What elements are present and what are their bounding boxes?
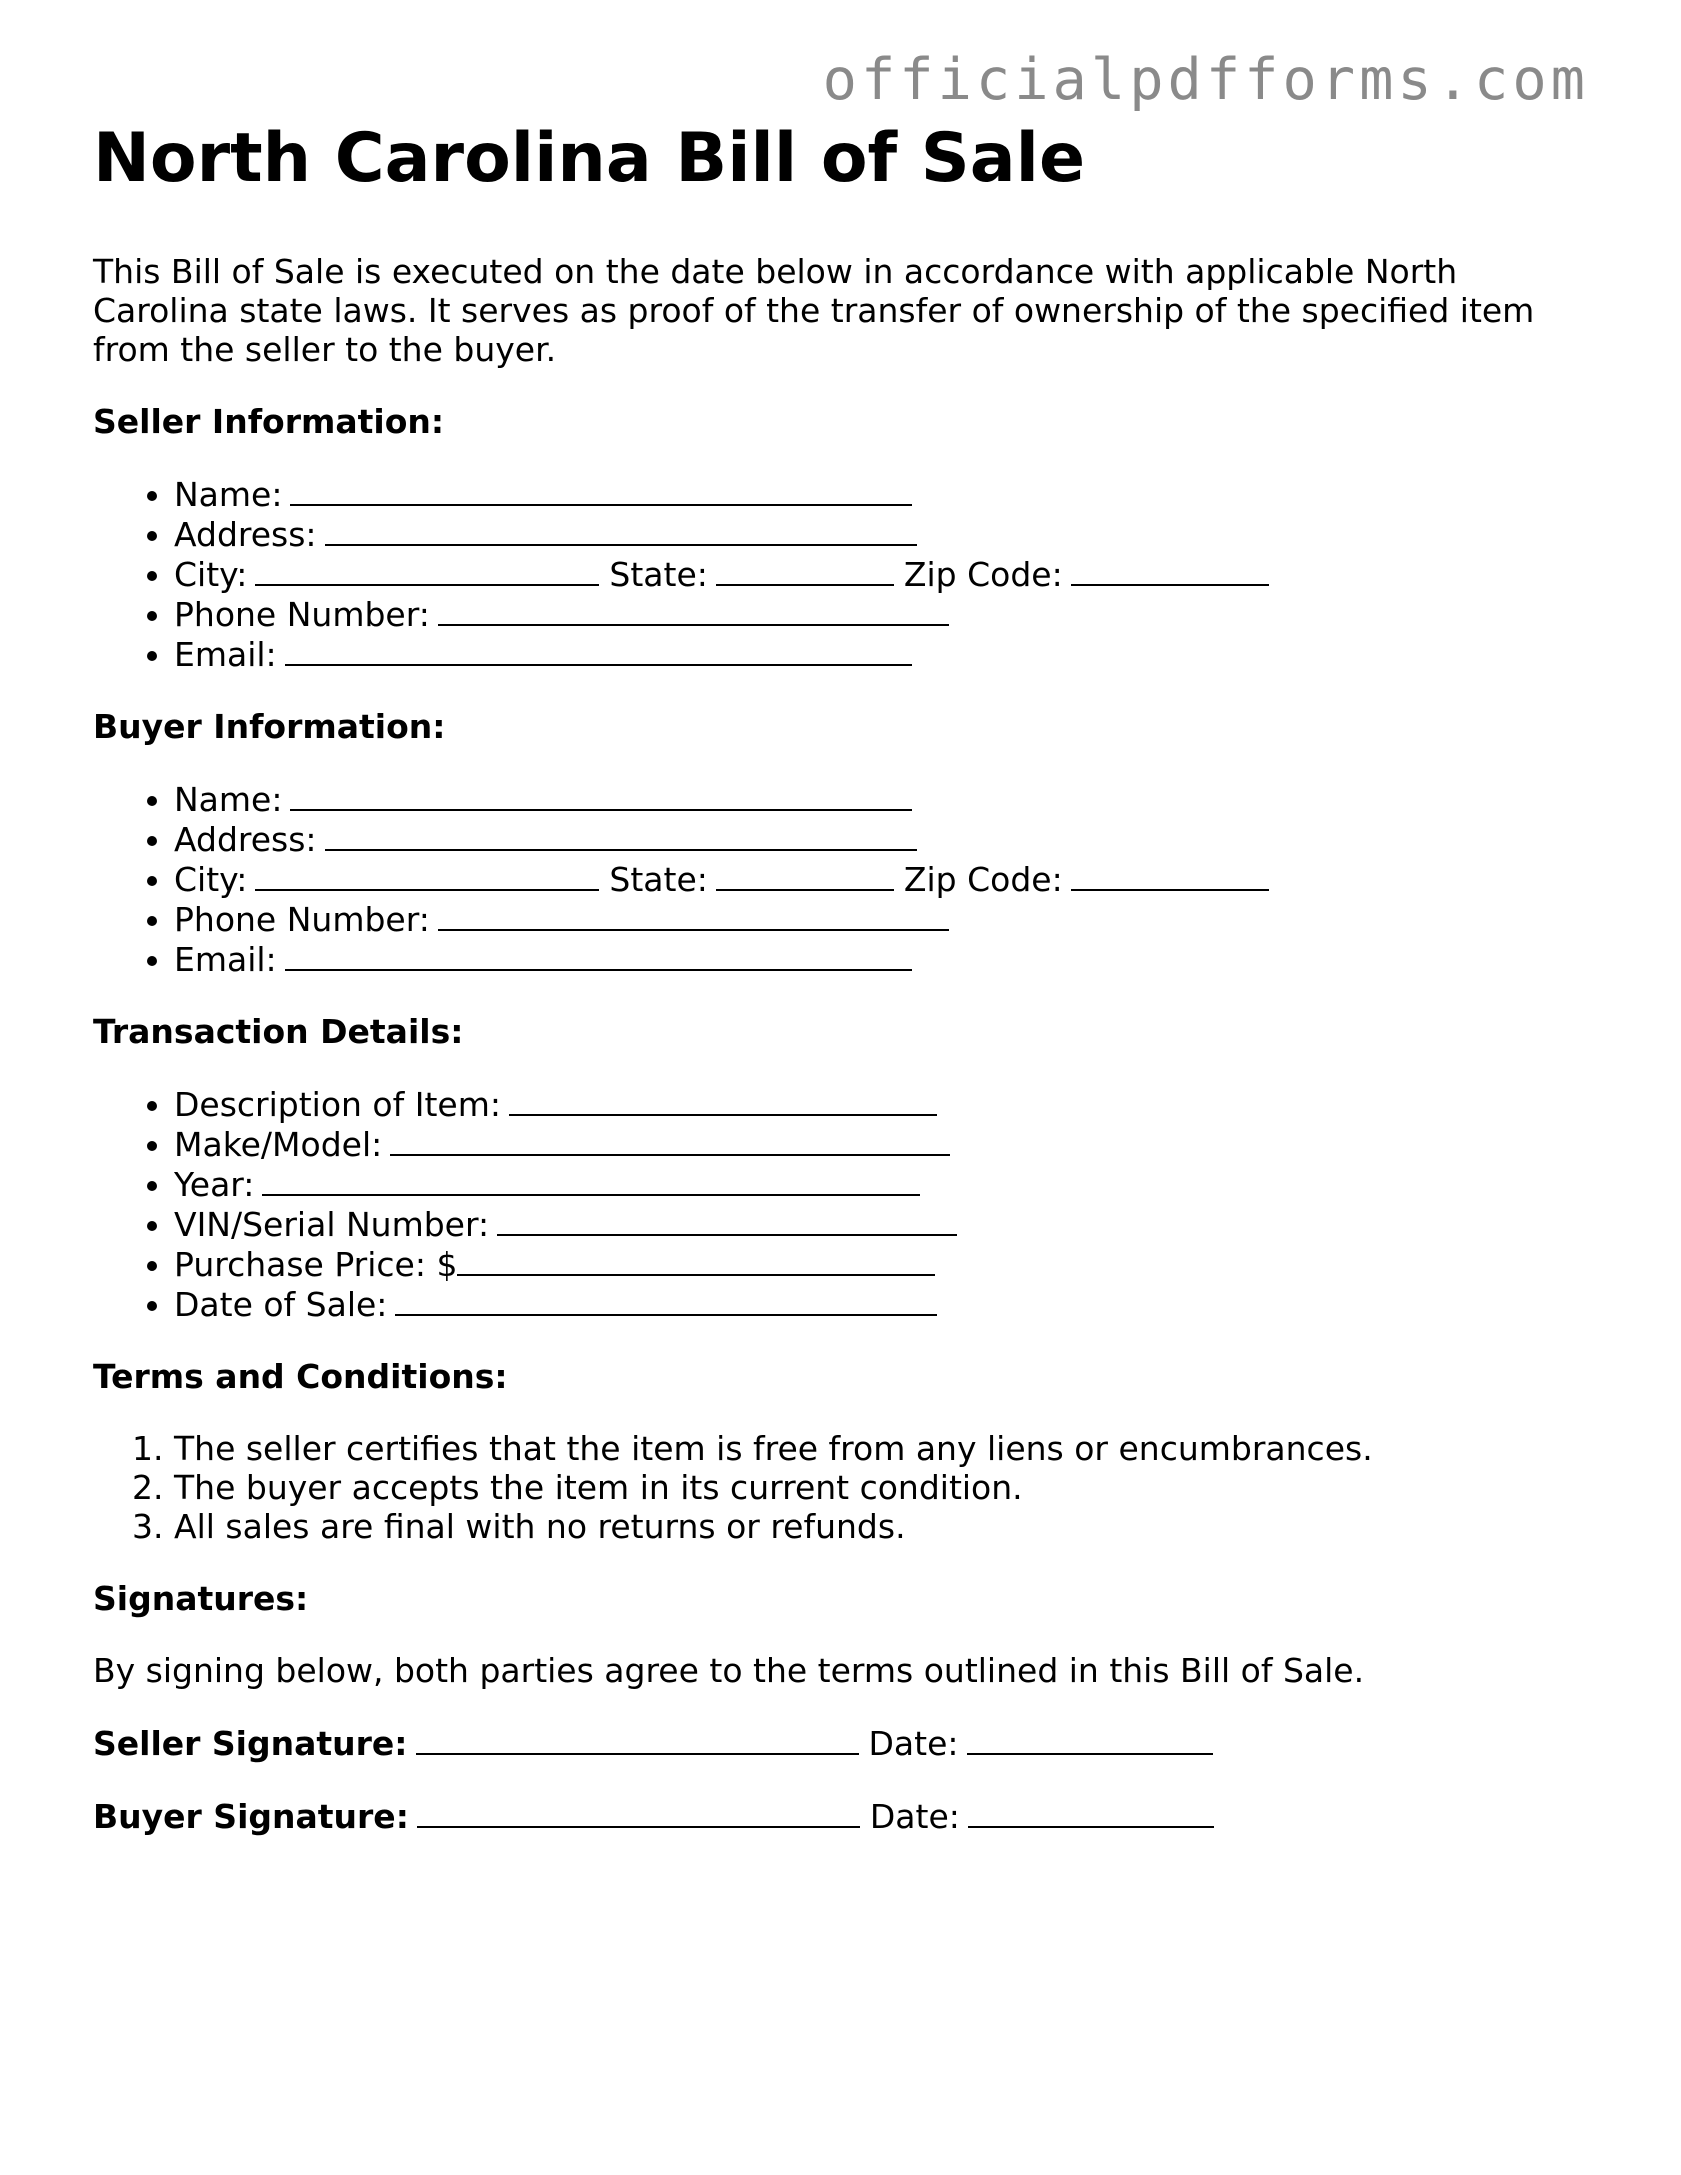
buyer-name-field[interactable]	[290, 779, 912, 811]
buyer-city-label: City:	[174, 860, 248, 899]
transaction-info-list	[93, 1084, 1593, 1324]
vin-field[interactable]	[497, 1204, 957, 1236]
seller-state-field[interactable]	[716, 554, 894, 586]
document-page	[93, 118, 1593, 1836]
seller-email-label: Email:	[174, 635, 277, 674]
seller-signature-date-field[interactable]	[967, 1723, 1213, 1755]
buyer-section-heading: Buyer Information:	[93, 707, 446, 746]
seller-city-row	[174, 554, 1593, 594]
date-of-sale-row	[174, 1284, 1593, 1324]
buyer-address-label: Address:	[174, 820, 317, 859]
make-model-field[interactable]	[390, 1124, 950, 1156]
buyer-name-row	[174, 779, 1593, 819]
buyer-signature-label: Buyer Signature:	[93, 1797, 409, 1836]
year-row	[174, 1164, 1593, 1204]
buyer-signature-date-label: Date:	[869, 1797, 960, 1836]
watermark: officialpdfforms.com	[822, 47, 1589, 113]
page-title: North Carolina Bill of Sale	[93, 119, 1086, 198]
seller-section-heading: Seller Information:	[93, 402, 445, 441]
make-model-row	[174, 1124, 1593, 1164]
terms-item: 3. All sales are final with no returns or refunds.	[174, 1507, 1593, 1546]
buyer-phone-field[interactable]	[438, 899, 949, 931]
buyer-address-row	[174, 819, 1593, 859]
date-of-sale-field[interactable]	[395, 1284, 937, 1316]
seller-zip-field[interactable]	[1071, 554, 1269, 586]
buyer-phone-label: Phone Number:	[174, 900, 430, 939]
seller-name-label: Name:	[174, 475, 283, 514]
buyer-name-label: Name:	[174, 780, 283, 819]
buyer-city-row	[174, 859, 1593, 899]
seller-signature-row	[93, 1723, 1593, 1763]
seller-phone-field[interactable]	[438, 594, 949, 626]
vin-row	[174, 1204, 1593, 1244]
seller-address-field[interactable]	[325, 514, 917, 546]
year-label: Year:	[174, 1165, 255, 1204]
seller-zip-label: Zip Code:	[903, 555, 1063, 594]
buyer-zip-field[interactable]	[1071, 859, 1269, 891]
intro-paragraph: This Bill of Sale is executed on the date below in accordance with applicable North Carolina state laws. It serves as proof of the transfer of ownership of the specified item from the seller to the buyer.	[93, 252, 1535, 369]
seller-email-field[interactable]	[285, 634, 912, 666]
buyer-phone-row	[174, 899, 1593, 939]
seller-info-list	[93, 474, 1593, 674]
terms-item: 1. The seller certifies that the item is free from any liens or encumbrances.	[174, 1429, 1593, 1468]
purchase-price-label: Purchase Price: $	[174, 1245, 458, 1284]
buyer-address-field[interactable]	[325, 819, 917, 851]
signature-statement: By signing below, both parties agree to the terms outlined in this Bill of Sale.	[93, 1651, 1365, 1690]
buyer-signature-date-field[interactable]	[968, 1796, 1214, 1828]
buyer-zip-label: Zip Code:	[903, 860, 1063, 899]
seller-phone-label: Phone Number:	[174, 595, 430, 634]
buyer-email-row	[174, 939, 1593, 979]
date-of-sale-label: Date of Sale:	[174, 1285, 388, 1324]
terms-section-heading: Terms and Conditions:	[93, 1357, 508, 1396]
buyer-signature-field[interactable]	[417, 1796, 860, 1828]
purchase-price-field[interactable]	[457, 1244, 935, 1276]
seller-address-row	[174, 514, 1593, 554]
transaction-section-heading: Transaction Details:	[93, 1012, 464, 1051]
buyer-state-field[interactable]	[716, 859, 894, 891]
vin-label: VIN/Serial Number:	[174, 1205, 490, 1244]
purchase-price-row	[174, 1244, 1593, 1284]
seller-address-label: Address:	[174, 515, 317, 554]
buyer-state-label: State:	[609, 860, 708, 899]
make-model-label: Make/Model:	[174, 1125, 383, 1164]
seller-signature-label: Seller Signature:	[93, 1724, 408, 1763]
seller-signature-date-label: Date:	[868, 1724, 959, 1763]
seller-phone-row	[174, 594, 1593, 634]
terms-list	[93, 1429, 1593, 1546]
seller-state-label: State:	[609, 555, 708, 594]
year-field[interactable]	[262, 1164, 920, 1196]
buyer-email-field[interactable]	[285, 939, 912, 971]
seller-signature-field[interactable]	[416, 1723, 859, 1755]
buyer-email-label: Email:	[174, 940, 277, 979]
seller-name-field[interactable]	[290, 474, 912, 506]
item-description-row	[174, 1084, 1593, 1124]
buyer-signature-row	[93, 1796, 1593, 1836]
item-description-label: Description of Item:	[174, 1085, 501, 1124]
buyer-city-field[interactable]	[255, 859, 599, 891]
seller-name-row	[174, 474, 1593, 514]
seller-email-row	[174, 634, 1593, 674]
terms-item: 2. The buyer accepts the item in its current condition.	[174, 1468, 1593, 1507]
item-description-field[interactable]	[509, 1084, 937, 1116]
buyer-info-list	[93, 779, 1593, 979]
seller-city-label: City:	[174, 555, 248, 594]
signatures-section-heading: Signatures:	[93, 1579, 309, 1618]
seller-city-field[interactable]	[255, 554, 599, 586]
